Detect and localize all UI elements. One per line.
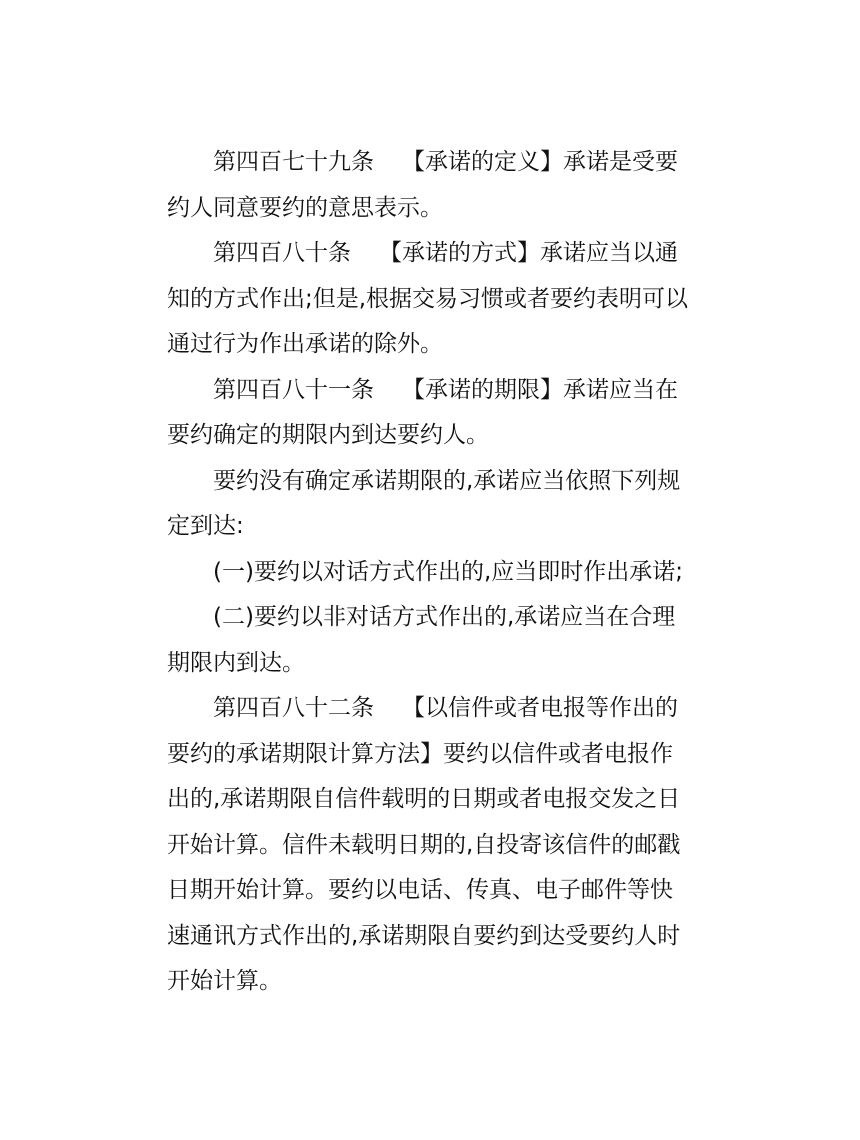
article-number: 第四百八十条 [213, 240, 351, 266]
article-481-paragraph-2-line-2: 定到达: [167, 513, 244, 539]
article-482-line-7: 开始计算。 [167, 968, 282, 994]
article-481-item-2-line-2: 期限内到达。 [167, 649, 305, 676]
article-480-line-2: 知的方式作出;但是,根据交易习惯或者要约表明可以 [167, 285, 689, 312]
article-479-line-2: 约人同意要约的意思表示。 [167, 194, 443, 221]
article-482-line-6: 速通讯方式作出的,承诺期限自要约到达受要约人时 [167, 922, 681, 949]
article-481-item-2-line-1: (二)要约以非对话方式作出的,承诺应当在合理 [213, 604, 676, 630]
article-482-line-1 [167, 686, 697, 732]
article-text: 【承诺的期限】承诺应当在 [402, 376, 678, 403]
article-482-line-4: 开始计算。信件未载明日期的,自投寄该信件的邮戳 [167, 831, 681, 858]
article-number: 第四百八十二条 [213, 695, 374, 721]
document-body [167, 140, 697, 1005]
article-482-line-5: 日期开始计算。要约以电话、传真、电子邮件等快 [167, 877, 673, 903]
article-text: 【承诺的方式】承诺应当以通 [379, 240, 678, 266]
article-479-line-1 [167, 140, 697, 186]
article-482-line-2: 要约的承诺期限计算方法】要约以信件或者电报作 [167, 740, 673, 767]
article-480-line-1 [167, 231, 697, 277]
article-480-line-3: 通过行为作出承诺的除外。 [167, 331, 443, 357]
article-text: 【承诺的定义】承诺是受要 [402, 149, 678, 175]
article-481-line-1 [167, 368, 697, 414]
article-number: 第四百八十一条 [213, 376, 374, 403]
article-text: 【以信件或者电报等作出的 [402, 695, 678, 721]
article-482-line-3: 出的,承诺期限自信件载明的日期或者电报交发之日 [167, 786, 681, 812]
article-number: 第四百七十九条 [213, 149, 374, 175]
article-481-paragraph-2-line-1: 要约没有确定承诺期限的,承诺应当依照下列规 [213, 467, 681, 494]
article-481-line-2: 要约确定的期限内到达要约人。 [167, 422, 489, 448]
article-481-item-1: (一)要约以对话方式作出的,应当即时作出承诺; [213, 558, 684, 585]
